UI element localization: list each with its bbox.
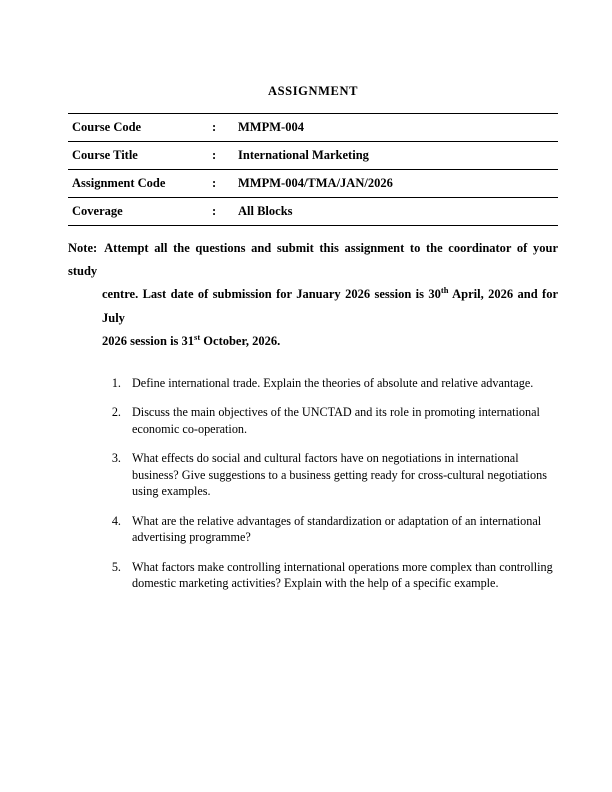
list-item — [124, 375, 558, 391]
question-4-text: What are the relative advantages of standardization or adaptation of an international advertising programme? — [132, 513, 542, 545]
question-2-text: Discuss the main objectives of the UNCTAD and its role in promoting international economic co-operation. — [132, 405, 540, 436]
note-line-2-part-a: centre. Last date of submission for January 2026 session is 30 — [102, 287, 441, 302]
assignment-code-value: MMPM-004/TMA/JAN/2026 — [234, 170, 558, 198]
table-row — [68, 170, 558, 198]
table-row — [68, 142, 558, 170]
list-item — [124, 559, 558, 592]
list-item — [124, 404, 558, 437]
course-title-value: International Marketing — [234, 142, 558, 170]
table-row — [68, 114, 558, 142]
course-title-label: Course Title — [68, 142, 212, 170]
assignment-code-colon: : — [212, 170, 234, 198]
note-line-1: Attempt all the questions and submit this assignment to the coordinator of your study — [68, 241, 558, 279]
course-title-colon: : — [212, 142, 234, 170]
note-label: Note: — [68, 241, 98, 255]
coverage-colon: : — [212, 204, 217, 218]
note-line-2-ordinal: th — [440, 285, 449, 296]
list-item — [124, 513, 558, 546]
note-line-2 — [68, 283, 558, 329]
question-1-text: Define international trade. Explain the theories of absolute and relative advantage. — [132, 375, 534, 390]
page-title: ASSIGNMENT — [267, 84, 359, 98]
note-line-3-ordinal: st — [194, 331, 201, 342]
course-code-label: Course Code — [68, 114, 212, 142]
note-line-3-part-b: October, 2026. — [200, 333, 281, 348]
coverage-value: All Blocks — [238, 204, 293, 218]
questions-list — [68, 375, 558, 592]
note-line-3-part-a: 2026 session is 31 — [102, 333, 195, 348]
assignment-code-label: Assignment Code — [68, 170, 212, 198]
note-line-3 — [68, 330, 558, 353]
coverage-label: Coverage — [72, 204, 123, 218]
course-code-value: MMPM-004 — [234, 114, 558, 142]
course-info-table — [68, 113, 558, 226]
course-code-colon: : — [212, 114, 234, 142]
question-3-text: What effects do social and cultural factors have on negotiations in international business? Give suggestions to a business getting ready for cross-cultural negotiations using examples. — [132, 451, 547, 499]
note-line-2-part-b: April, 2026 and for July — [102, 287, 558, 325]
submission-note — [68, 237, 558, 353]
question-5-text: What factors make controlling international operations more complex than controlling domestic marketing activities? Explain with the help of a specific example. — [132, 559, 553, 591]
list-item — [124, 450, 558, 499]
table-row — [68, 198, 558, 226]
